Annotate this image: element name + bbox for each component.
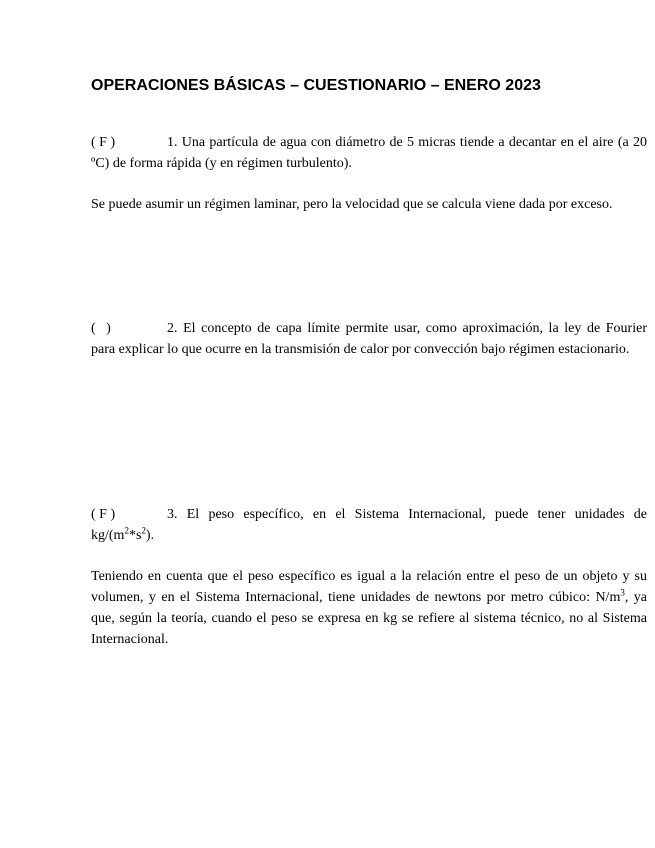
question-3 (91, 504, 647, 546)
question-3-sup-2: 2 (141, 525, 146, 536)
answer-3-text: Teniendo en cuenta que el peso específico es igual a la relación entre el peso de un objeto y su volumen, y en el Sistema Internacional, tiene unidades de newtons por metro cúbico: N/m (91, 569, 647, 605)
document-page (91, 0, 647, 848)
answer-3 (91, 566, 647, 650)
question-2-mark: ( ) (91, 321, 111, 336)
answer-3-sup: 3 (620, 587, 625, 598)
document-title: OPERACIONES BÁSICAS – CUESTIONARIO – ENERO 2023 (91, 77, 541, 94)
answer-1: Se puede asumir un régimen laminar, pero la velocidad que se calcula viene dada por exceso. (91, 197, 613, 212)
question-1-text: 1. Una partícula de agua con diámetro de 5 micras tiende a decantar en el aire (a 20 ºC) de forma rápida (y en régimen turbulento). (91, 135, 647, 171)
question-1 (91, 132, 647, 174)
answer-3-text-end: , ya que, según la teoría, cuando el peso se expresa en kg se refiere al sistema técnico, no al Sistema Internacional. (91, 590, 647, 647)
question-1-mark: ( F ) (91, 135, 116, 150)
question-3-text-end: ). (145, 528, 155, 543)
question-3-text-mid: *s (128, 528, 142, 543)
question-3-mark: ( F ) (91, 507, 116, 522)
question-3-text: 3. El peso específico, en el Sistema Internacional, puede tener unidades de kg/(m (91, 507, 647, 543)
question-2 (91, 318, 647, 360)
question-2-text: 2. El concepto de capa límite permite usar, como aproximación, la ley de Fourier para explicar lo que ocurre en la transmisión de calor por convección bajo régimen estacionario. (91, 321, 647, 357)
question-3-sup-1: 2 (124, 525, 129, 536)
